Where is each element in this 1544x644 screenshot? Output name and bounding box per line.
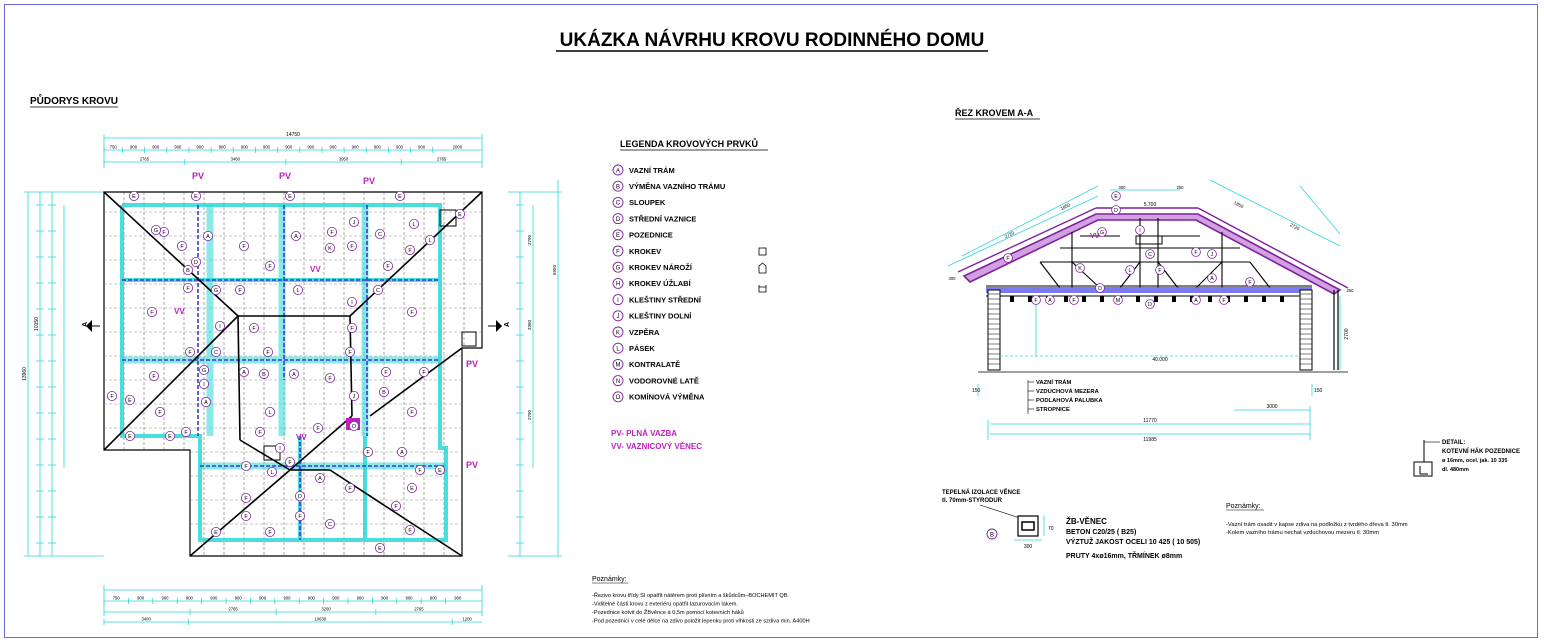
legend-label: KOMÍNOVÁ VÝMĚNA [629,392,705,402]
joist [1136,296,1140,302]
legend-key: D [615,216,621,223]
dim-label: 3460 [230,156,240,162]
callout-letter: E [1114,194,1118,200]
legend-label: VÝMĚNA VAZNÍHO TRÁMU [629,182,726,191]
legend-label: PÁSEK [629,344,655,353]
callout-letter: G [213,288,219,295]
callout-letter: K [328,246,332,253]
plan-top-dimensions [104,134,482,168]
callout-letter: A [206,234,210,241]
callout-letter: F [410,410,414,417]
callout-letter: E [438,468,442,475]
dim-label: 900 [161,595,169,601]
dim-label: 900 [307,144,315,150]
section-marker-left [82,320,100,332]
plan-heading: PŮDORYS KROVU [30,96,118,107]
callout-letter: F [152,374,156,381]
notes-right-lines [1226,522,1408,536]
section-heading: ŘEZ KROVEM A-A [955,108,1034,118]
callout-letter: E [214,530,218,537]
slope-dim-label: 1850 [1233,200,1245,210]
plan-top-total: 14750 [286,132,300,138]
dim-label: 750 [109,144,117,150]
callout-letter: F [408,528,412,535]
callout-letter: A [1194,298,1198,304]
dim-label: 3950 [338,156,349,162]
dim-label: 2765 [228,606,238,612]
callout-letter: F [1248,280,1252,286]
legend-symbols [759,248,766,292]
callout-letter: E [288,194,292,201]
legend-label: SLOUPEK [629,198,666,208]
callout-letter: F [422,370,426,377]
joist [1262,296,1266,302]
dim-label: 2000 [452,144,463,150]
dim-label: 900 [283,595,291,601]
callout-letter: A [242,370,246,377]
dim-label: 900 [418,144,426,150]
legend-label: STŘEDNÍ VAZNICE [629,214,697,224]
note-line: -Pod pozednicí v celé délce na zdivo položit lepenku proti vlhkosti ze szdiva min. A400H [592,618,810,625]
callout-letter: F [298,514,302,521]
callout-letter: A [1048,298,1052,304]
layer-label: STROPNICE [1036,407,1070,413]
callout-letter: F [244,514,248,521]
dim-label: 900 [152,144,160,150]
callout-letter: A [1210,276,1214,282]
plan-bottom-dimensions [104,585,482,616]
callout-letter: C [1148,252,1152,258]
callout-letter: G [153,228,159,235]
svg-text:B: B [989,532,995,539]
section-dim-right: 3000 [1266,404,1278,410]
wreath-line1: ŽB-VĚNEC [1066,517,1107,526]
joist [1154,296,1158,302]
dim-label: 900 [259,595,267,601]
wreath-callout [987,529,997,539]
callout-letter: L [296,288,300,295]
legend-label: VAZNÍ TRÁM [629,165,675,175]
wreath-dim-w: 300 [1023,544,1033,550]
callout-letter: D [1114,208,1118,214]
dim-label: 900 [185,595,193,601]
pv-label-right2: PV [466,460,479,470]
callout-letter: L [428,238,432,245]
wreath-drawing [1014,516,1044,540]
notes-left-lines [592,591,810,625]
callout-letter: F [1072,298,1076,304]
side-dim-label: 300 [1118,185,1126,190]
legend-key: K [615,330,621,337]
wreath-line4: PRUTY 4xø16mm, TŘMÍNEK ø8mm [1066,553,1183,560]
dim-label: 2765 [436,156,447,162]
callout-letter: C [214,350,218,357]
slope-dim-label: 2720 [1003,230,1015,240]
dim-label: 900 [351,144,359,150]
pv-label-top3: PV [363,176,376,186]
callout-letter: F [366,450,370,457]
legend-label: KROKEV ÚŽLABÍ [629,279,691,289]
dim-label: 2765 [139,156,150,162]
callout-letter: E [128,434,132,441]
callout-letter: F [1034,298,1038,304]
dim-label: 900 [405,595,413,601]
callout-letter: J [352,220,356,227]
callout-letter: F [386,264,390,271]
section-marker-right [488,320,511,332]
slope-dim-label: 1850 [1059,202,1071,212]
callout-letter: I [351,300,353,307]
callout-letter: J [1210,252,1214,258]
pv-label-top1: PV [192,171,205,181]
callout-letter: I [203,382,205,389]
vv-label-plan2: VV [310,265,321,274]
callout-letter: F [410,310,414,317]
callout-letter: F [316,426,320,433]
joist [1172,296,1176,302]
detail-line1: KOTEVNÍ HÁK POZEDNICE [1442,449,1521,455]
callout-letter: F [186,286,190,293]
note-line: -Řezivo krovu třídy SI opatřit nátěrem proti plísním a škůdcům–BOCHEMIT QB. [592,593,789,599]
section-dim-peak: 5.700 [1143,202,1157,208]
legend-vv-note: VV- VAZNICOVÝ VĚNEC [611,442,702,451]
callout-letter: F [350,244,354,251]
callout-letter: A [204,400,208,407]
legend-key: B [615,184,621,191]
callout-letter: F [288,460,292,467]
callout-letter: L [1128,268,1132,274]
legend-key: N [615,378,621,385]
layer-label: VAZNÍ TRÁM [1036,380,1072,386]
callout-letter: G [1099,230,1105,236]
callout-letter: F [258,430,262,437]
callout-letter: J [352,394,356,401]
callout-letter: F [184,430,188,437]
legend-key: L [616,346,620,353]
note-line: -Pozednice kotvit do ŽBvěnce á 0,5m pomocí kotevních háků [592,610,744,616]
callout-letter: F [252,326,256,333]
dim-label: 900 [329,144,337,150]
pv-label-top2: PV [279,171,292,181]
callout-letter: B [186,268,190,275]
legend-key: G [615,265,621,272]
callout-letter: F [328,376,332,383]
wreath-insulation2: tl. 70mm-STYRODUR [942,498,1003,504]
detail-line3: dl. 480mm [1442,467,1469,473]
plan-bottom-row3 [104,617,482,626]
callout-letter: E [378,546,382,553]
plan-left-sub: 10150 [34,317,40,331]
dim-label: 900 [234,595,242,601]
callout-letter: B [262,372,266,379]
section-dim-small-left: 150 [972,388,981,394]
legend-key: F [616,249,620,256]
callout-letter: E [128,398,132,405]
legend-key: J [616,314,620,321]
callout-letter: D [298,494,302,501]
callout-letter: F [1194,250,1198,256]
callout-letter: D [1098,286,1102,292]
callout-letter: F [348,350,352,357]
callout-letter: E [410,486,414,493]
vv-label-plan1: VV [174,307,185,316]
dim-label: 1200 [462,616,472,622]
dim-label: 750 [112,595,120,601]
dim-label: 900 [137,595,145,601]
callout-letter: F [408,248,412,255]
callout-letter: G [201,368,207,375]
notes-right-heading: Poznámky: [1226,503,1261,510]
callout-letter: F [350,326,354,333]
dim-label: 3400 [141,616,151,622]
callout-letter: E [194,194,198,201]
svg-text:A: A [82,321,89,327]
legend-label: KROKEV [629,246,662,256]
legend-key: I [617,297,619,304]
side-dim-label: 250 [1346,288,1354,293]
slope-dim-label: 2720 [1289,222,1301,232]
svg-text:A: A [504,321,511,327]
dim-label: 900 [396,144,404,150]
dim-label: 900 [196,144,204,150]
dim-label: 900 [285,144,293,150]
dim-label: 900 [130,144,138,150]
legend-label: KROKEV NÁROŽÍ [629,263,692,272]
note-line: -Vazní trám osadit v kapse zdiva na podložku z tvrdého dřeva tl. 30mm [1226,522,1408,528]
callout-letter: O [351,424,357,431]
callout-letter: F [242,244,246,251]
callout-letter: I [279,446,281,453]
layer-label: VZDUCHOVÁ MEZERA [1036,389,1099,395]
callout-letter: K [1078,266,1082,272]
callout-letter: F [348,486,352,493]
legend-key: E [615,233,621,240]
joist [1064,296,1068,302]
plan-left-ticks [36,205,56,543]
legend-heading: LEGENDA KROVOVÝCH PRVKŮ [620,139,759,149]
legend-key: C [615,200,621,207]
legend-label: VZPĚRA [629,327,660,337]
callout-letter: E [132,194,136,201]
detail-line2: ø 16mm, ocel. jak. 10 335 [1442,458,1508,464]
section-dim-height: 2700 [1344,328,1350,340]
callout-letter: C [376,288,380,295]
legend-key: M [615,362,621,369]
callout-letter: F [1006,256,1010,262]
callout-letter: F [150,310,154,317]
callout-letter: D [1148,302,1152,308]
callout-letter: F [384,370,388,377]
callout-letter: F [188,350,192,357]
callout-letter: F [180,244,184,251]
legend-pv-note: PV- PLNÁ VAZBA [611,429,678,438]
dim-label: 900 [373,144,381,150]
callout-letter: F [244,496,248,503]
note-line: -Kolem vazního trámu nechat vzduchovou mezeru tl. 30mm [1226,530,1380,536]
wreath-leader [980,505,1020,518]
callout-letter: E [168,434,172,441]
dim-label: 900 [332,595,340,601]
callout-letter: M [1115,298,1121,304]
callout-letter: F [238,288,242,295]
dim-label: 900 [218,144,226,150]
callout-letter: A [292,372,296,379]
dim-label: 900 [210,595,218,601]
callout-letter: L [270,470,274,477]
section-dim-inner: 40.000 [1152,357,1168,363]
layer-label: PODLAHOVÁ PALUBKA [1036,398,1103,404]
dim-label: 900 [454,595,462,601]
plan-left-dimensions [24,192,104,556]
callout-letter: E [458,212,462,219]
callout-letter: F [266,350,270,357]
joist [1100,296,1104,302]
section-layer-labels [1028,378,1103,413]
wreath-line3: VÝZTUŽ JAKOST OCELI 10 425 ( 10 505) [1066,539,1201,546]
note-line: -Viditelné části krovu z exteriéru opatřit lazurovacím lakem. [592,601,739,608]
plan-left-total: 13960 [22,367,28,381]
dim-label: 900 [429,595,437,601]
drawing-title: UKÁZKA NÁVRHU KROVU RODINNÉHO DOMU [559,30,985,51]
plan-top-row2 [104,157,447,166]
legend-key: A [615,168,621,175]
wreath-insulation1: TEPELNÁ IZOLACE VĚNCE [942,490,1021,496]
section-ceiling [986,286,1312,296]
callout-letter: F [110,394,114,401]
joist [1208,296,1212,302]
callout-letter: F [244,464,248,471]
callout-letter: L [412,222,416,229]
legend-key: H [615,281,621,288]
callout-letter: F [1158,268,1162,274]
section-dim-total: 11770 [1143,418,1157,424]
detail-title: DETAIL: [1442,440,1466,446]
callout-letter: F [394,504,398,511]
notes-left-heading: Poznámky: [592,576,627,583]
callout-letter: D [194,260,198,267]
side-dim-label: 250 [1176,185,1184,190]
dim-label: 3200 [321,606,331,612]
legend-label: KONTRALATĚ [629,360,681,370]
callout-letter: B [382,390,386,397]
dim-label: 900 [307,595,315,601]
callout-letter: F [268,530,272,537]
plan-right-dimensions [508,180,562,556]
callout-letter: I [219,324,221,331]
plan-bottom-row1 [104,596,462,605]
callout-letter: F [1222,298,1226,304]
callout-letter: E [398,194,402,201]
pv-label-right1: PV [466,359,479,369]
callout-letter: F [162,230,166,237]
callout-letter: F [418,468,422,475]
callout-letter: A [318,476,322,483]
dim-label: 2765 [414,606,424,612]
section-dimensions [978,296,1340,440]
legend-label: VODOROVNÉ LATĚ [629,376,699,386]
joist [1010,296,1014,302]
callout-letter: I [1139,228,1141,234]
wreath-dim-h: 70 [1048,526,1054,532]
plan-bottom-row2 [190,607,424,616]
callout-letter: A [400,450,404,457]
right-dim-label: 3360 [527,319,532,331]
joist [1244,296,1248,302]
callout-letter: F [330,230,334,237]
callout-letter: C [328,522,332,529]
side-dim-label: 300 [948,276,956,281]
callout-letter: F [268,264,272,271]
callout-letter: L [268,410,272,417]
legend-label: KLEŠTINY DOLNÍ [629,311,692,321]
dim-label: 900 [381,595,389,601]
callout-letter: F [158,410,162,417]
legend-key: O [615,395,621,402]
plan-right-dim-labels [527,234,557,420]
section-dim-total2: 11985 [1143,437,1157,443]
callout-letter: A [294,234,298,241]
dim-label: 900 [174,144,182,150]
right-dim-label: 6950 [552,264,557,276]
anchor-detail-drawing [1414,440,1432,476]
section-dim-small-right: 150 [1314,388,1323,394]
dim-label: 900 [356,595,364,601]
vv-label-plan3: VV [296,433,307,442]
right-dim-label: 2790 [527,409,532,421]
dim-label: 900 [263,144,271,150]
callout-letter: C [378,232,382,239]
legend-label: KLEŠTINY STŘEDNÍ [629,295,701,305]
joist [1082,296,1086,302]
legend-list [613,165,725,402]
joist [1280,296,1284,302]
vv-label-section: VV [1090,233,1100,240]
legend-label: POZEDNICE [629,230,673,240]
wreath-line2: BETON C20/25 ( B25) [1066,529,1137,536]
right-dim-label: 2790 [527,234,532,246]
dim-label: 900 [240,144,248,150]
plan-top-row1 [104,145,463,154]
dim-label: 10630 [314,616,327,622]
